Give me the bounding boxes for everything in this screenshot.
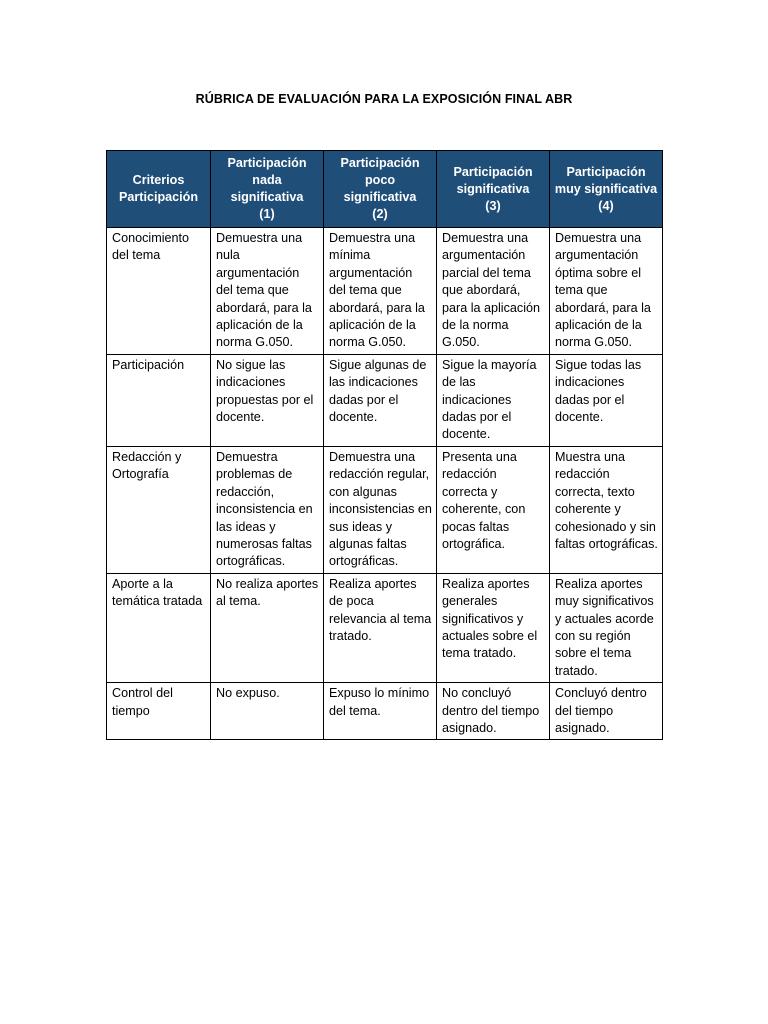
level-3-cell: Sigue la mayoría de las indicaciones dadas por el docente. <box>437 354 550 446</box>
rubric-body <box>107 228 663 740</box>
level-2-cell: Demuestra una mínima argumentación del tema que abordará, para la aplicación de la norma G.050. <box>324 228 437 355</box>
header-level-2 <box>324 151 437 228</box>
level-4-cell: Muestra una redacción correcta, texto coherente y cohesionado y sin faltas ortográficas. <box>550 446 663 573</box>
criterion-cell: Aporte a la temática tratada <box>107 573 211 682</box>
header-text-line: nada <box>252 173 282 187</box>
header-text-line: (1) <box>259 207 275 221</box>
level-3-cell: No concluyó dentro del tiempo asignado. <box>437 683 550 740</box>
level-1-cell: Demuestra una nula argumentación del tema que abordará, para la aplicación de la norma G.050. <box>211 228 324 355</box>
level-2-cell: Expuso lo mínimo del tema. <box>324 683 437 740</box>
level-1-cell: No realiza aportes al tema. <box>211 573 324 682</box>
table-row <box>107 573 663 682</box>
header-text-line: muy significativa <box>554 181 658 196</box>
header-text-line: Participación <box>340 156 420 170</box>
criterion-cell: Participación <box>107 354 211 446</box>
level-2-cell: Sigue algunas de las indicaciones dadas por el docente. <box>324 354 437 446</box>
table-row <box>107 446 663 573</box>
header-row <box>107 151 663 228</box>
level-1-cell: Demuestra problemas de redacción, inconsistencia en las ideas y numerosas faltas ortográficas. <box>211 446 324 573</box>
header-text-line: poco <box>364 173 396 187</box>
criterion-cell: Control del tiempo <box>107 683 211 740</box>
header-text-line: significativa <box>343 190 417 204</box>
header-text-line: significativa <box>456 181 530 196</box>
level-3-cell: Realiza aportes generales significativos y actuales sobre el tema tratado. <box>437 573 550 682</box>
level-3-cell: Demuestra una argumentación parcial del tema que abordará, para la aplicación de la norma G.050. <box>437 228 550 355</box>
table-row <box>107 683 663 740</box>
header-criteria <box>107 151 211 228</box>
level-2-cell: Demuestra una redacción regular, con algunas inconsistencias en sus ideas y algunas faltas ortográficas. <box>324 446 437 573</box>
header-text-line: Participación <box>566 164 646 179</box>
header-text-line: (2) <box>372 207 388 221</box>
header-text-line: significativa <box>230 190 304 204</box>
header-text-line: Participación <box>453 164 533 179</box>
header-text-line: Participación <box>227 156 307 170</box>
header-text-line: Participación <box>118 190 199 204</box>
document-title: RÚBRICA DE EVALUACIÓN PARA LA EXPOSICIÓN FINAL ABR <box>195 92 573 106</box>
header-text-line: Criterios <box>132 173 185 187</box>
level-3-cell: Presenta una redacción correcta y coherente, con pocas faltas ortográfica. <box>437 446 550 573</box>
level-1-cell: No expuso. <box>211 683 324 740</box>
criterion-cell: Redacción y Ortografía <box>107 446 211 573</box>
header-text-line: (4) <box>598 198 614 213</box>
header-text-line: (3) <box>485 198 501 213</box>
table-row <box>107 228 663 355</box>
level-4-cell: Demuestra una argumentación óptima sobre el tema que abordará, para la aplicación de la norma G.050. <box>550 228 663 355</box>
table-row <box>107 354 663 446</box>
header-level-3 <box>437 151 550 228</box>
level-2-cell: Realiza aportes de poca relevancia al tema tratado. <box>324 573 437 682</box>
header-level-1 <box>211 151 324 228</box>
level-1-cell: No sigue las indicaciones propuestas por el docente. <box>211 354 324 446</box>
rubric-table <box>106 150 663 740</box>
criterion-cell: Conocimiento del tema <box>107 228 211 355</box>
header-level-4 <box>550 151 663 228</box>
level-4-cell: Concluyó dentro del tiempo asignado. <box>550 683 663 740</box>
rubric-header <box>107 151 663 228</box>
level-4-cell: Realiza aportes muy significativos y actuales acorde con su región sobre el tema tratado. <box>550 573 663 682</box>
level-4-cell: Sigue todas las indicaciones dadas por el docente. <box>550 354 663 446</box>
